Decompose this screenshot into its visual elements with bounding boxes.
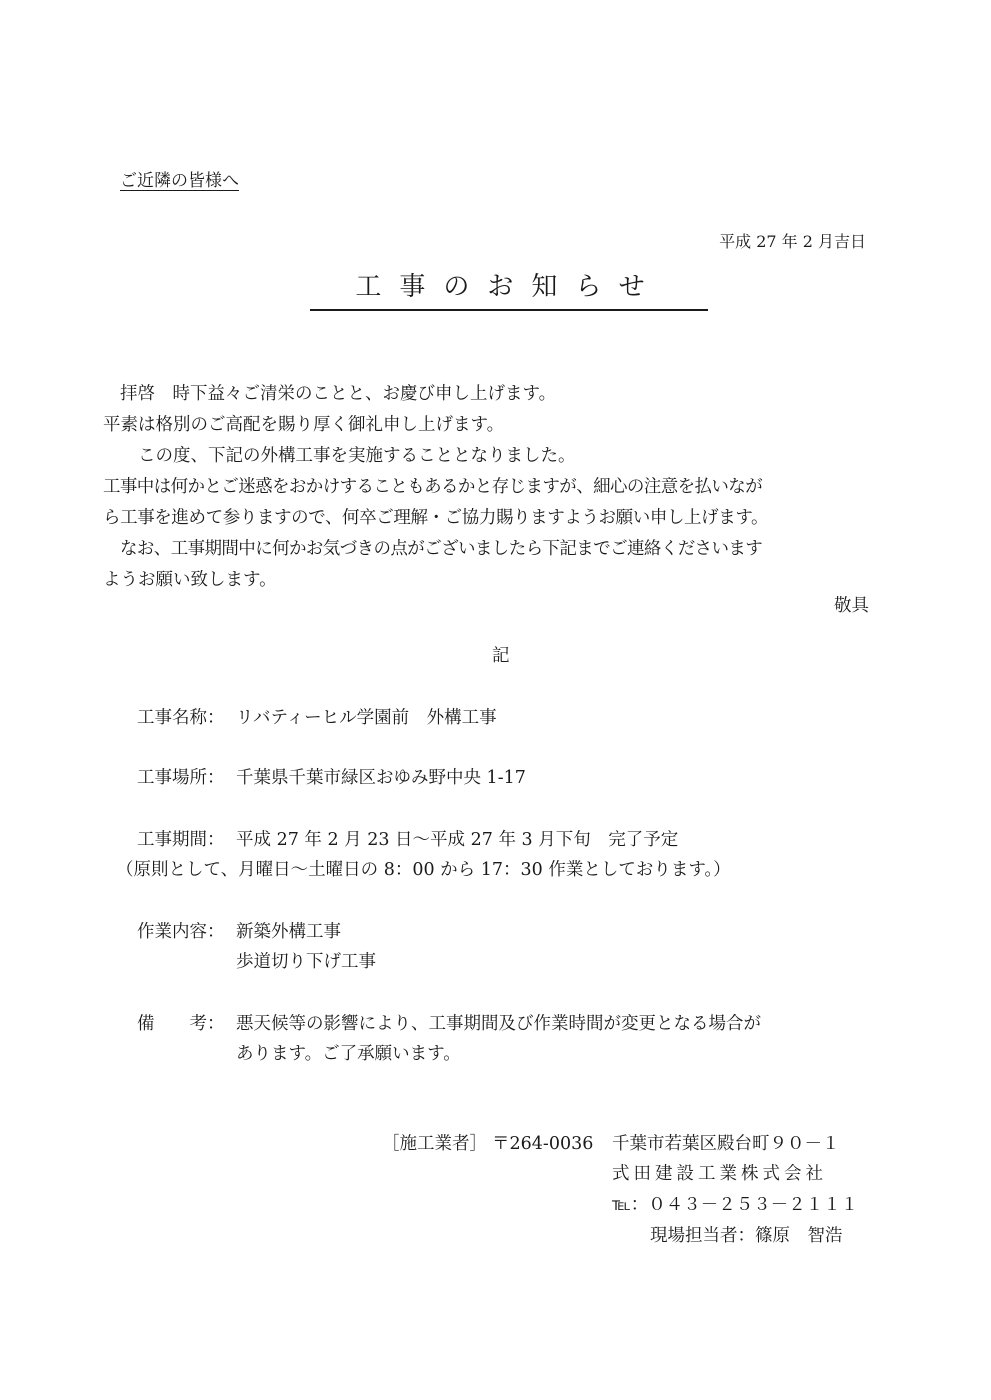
detail-name-value: リバティーヒル学園前 外構工事 — [236, 708, 497, 728]
contractor-company: 式田建設工業株式会社 — [612, 1164, 827, 1184]
contractor-person: 現場担当者：篠原 智浩 — [650, 1226, 843, 1246]
detail-name-label: 工事名称： — [137, 708, 225, 728]
detail-work-value-1: 新築外構工事 — [236, 922, 341, 942]
contractor-label: ［施工業者］ — [382, 1134, 487, 1154]
body-line-5: ら工事を進めて参りますので、何卒ご理解・ご協力賜りますようお願い申し上げます。 — [103, 508, 769, 528]
detail-work-label: 作業内容： — [137, 922, 225, 942]
detail-period-note: （原則として、月曜日～土曜日の 8：00 から 17：30 作業としております。） — [116, 860, 731, 880]
detail-remarks-value-1: 悪天候等の影響により、工事期間及び作業時間が変更となる場合が — [236, 1014, 761, 1034]
body-line-3: この度、下記の外構工事を実施することとなりました。 — [138, 446, 576, 466]
detail-location-value: 千葉県千葉市緑区おゆみ野中央 1-17 — [236, 768, 526, 788]
body-line-6: なお、工事期間中に何かお気づきの点がございましたら下記までご連絡くださいます — [120, 539, 763, 559]
ki-heading: 記 — [492, 646, 510, 666]
body-line-7: ようお願い致します。 — [103, 570, 277, 590]
document-date: 平成 27 年 2 月吉日 — [719, 232, 866, 251]
detail-remarks-label: 備 考： — [137, 1014, 225, 1034]
body-line-1: 拝啓 時下益々ご清栄のことと、お慶び申し上げます。 — [120, 384, 557, 404]
detail-work-value-2: 歩道切り下げ工事 — [236, 952, 376, 972]
body-line-4: 工事中は何かとご迷惑をおかけすることもあるかと存じますが、細心の注意を払いなが — [103, 477, 763, 497]
body-line-2: 平素は格別のご高配を賜り厚く御礼申し上げます。 — [103, 415, 505, 435]
detail-period-label: 工事期間： — [137, 830, 225, 850]
document-title: 工事のお知らせ — [310, 266, 708, 311]
contractor-postal: 〒264-0036 — [492, 1134, 594, 1154]
contractor-address: 千葉市若葉区殿台町９０－１ — [612, 1134, 840, 1154]
addressee: ご近隣の皆様へ — [120, 171, 239, 191]
detail-period-value: 平成 27 年 2 月 23 日～平成 27 年 3 月下旬 完了予定 — [236, 830, 679, 850]
contractor-tel: ℡：０４３－２５３－２１１１ — [612, 1195, 859, 1215]
closing-phrase: 敬具 — [834, 596, 869, 616]
detail-remarks-value-2: あります。ご了承願います。 — [236, 1044, 461, 1064]
detail-location-label: 工事場所： — [137, 768, 225, 788]
